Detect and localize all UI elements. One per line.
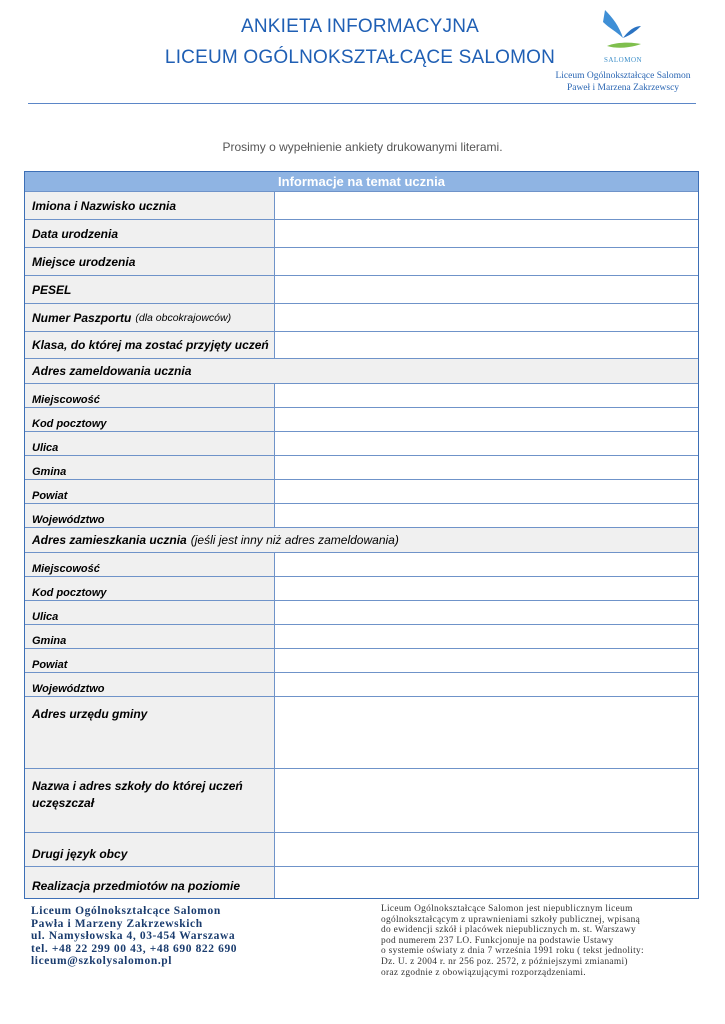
legal-line: Dz. U. z 2004 r. nr 256 poz. 2572, z późniejszymi zmianami)	[381, 956, 628, 967]
passport-input[interactable]	[275, 304, 698, 331]
field-label: Kod pocztowy	[25, 577, 275, 600]
subject-level-input[interactable]	[275, 867, 698, 898]
form-row	[25, 769, 698, 833]
birth-place-input[interactable]	[275, 248, 698, 275]
field-label: Adres urzędu gminy	[25, 697, 275, 768]
residence-city-input[interactable]	[275, 553, 698, 576]
field-label: Data urodzenia	[25, 220, 275, 247]
footer-email: liceum@szkolysalomon.pl	[31, 955, 173, 967]
commune-office-input[interactable]	[275, 697, 698, 768]
registered-street-input[interactable]	[275, 432, 698, 455]
registered-postcode-input[interactable]	[275, 408, 698, 431]
residence-address-section	[25, 528, 698, 553]
school-logo	[548, 8, 698, 94]
legal-line: do ewidencji szkół i placówek niepublicznych m. st. Warszawy	[381, 925, 637, 936]
field-label: Miejsce urodzenia	[25, 248, 275, 275]
legal-line: ogólnokształcącym z uprawnieniami szkoły publicznej, wpisaną	[381, 914, 641, 925]
form-row	[25, 248, 698, 276]
field-label: Imiona i Nazwisko ucznia	[25, 192, 275, 219]
form-row	[25, 553, 698, 577]
section-title: Adres zamieszkania ucznia	[32, 533, 187, 547]
field-label: Powiat	[25, 480, 275, 503]
section-note: (jeśli jest inny niż adres zameldowania)	[190, 533, 399, 547]
passport-label	[25, 304, 275, 331]
field-label: Ulica	[25, 601, 275, 624]
form-row	[25, 577, 698, 601]
legal-line: o systemie oświaty z dnia 7 września 1991 roku ( tekst jednolity:	[381, 946, 644, 957]
form-row	[25, 601, 698, 625]
form-row	[25, 432, 698, 456]
legal-line: Liceum Ogólnokształcące Salomon jest niepublicznym liceum	[381, 904, 633, 914]
footer-school-name: Liceum Ogólnokształcące Salomon	[31, 905, 221, 917]
form-row	[25, 220, 698, 248]
form-row	[25, 192, 698, 220]
student-info-form	[24, 171, 699, 899]
field-label: Miejscowość	[25, 553, 275, 576]
header-divider	[28, 103, 696, 104]
footer-phone: tel. +48 22 299 00 43, +48 690 822 690	[31, 942, 238, 955]
form-row	[25, 408, 698, 432]
second-language-input[interactable]	[275, 833, 698, 866]
form-row	[25, 625, 698, 649]
field-label: Nazwa i adres szkoły do której uczeń uczęszczał	[25, 769, 275, 832]
intro-text: Prosimy o wypełnienie ankiety drukowanymi literami.	[222, 140, 503, 154]
previous-school-input[interactable]	[275, 769, 698, 832]
residence-voivodeship-input[interactable]	[275, 673, 698, 696]
field-label: Gmina	[25, 625, 275, 648]
passport-note: (dla obcokrajowców)	[135, 311, 232, 324]
registered-county-input[interactable]	[275, 480, 698, 503]
form-row	[25, 304, 698, 332]
field-label: Powiat	[25, 649, 275, 672]
field-label: Realizacja przedmiotów na poziomie	[25, 867, 275, 898]
residence-county-input[interactable]	[275, 649, 698, 672]
field-label: Gmina	[25, 456, 275, 479]
registered-voivodeship-input[interactable]	[275, 504, 698, 527]
registered-commune-input[interactable]	[275, 456, 698, 479]
logo-school-name: Liceum Ogólnokształcące Salomon	[555, 71, 691, 81]
registered-city-input[interactable]	[275, 384, 698, 407]
section-title: Adres zameldowania ucznia	[32, 364, 192, 378]
form-row	[25, 504, 698, 528]
field-label: Ulica	[25, 432, 275, 455]
field-label: PESEL	[25, 276, 275, 303]
form-header-label: Informacje na temat ucznia	[278, 174, 445, 189]
legal-line: pod numerem 237 LO. Funkcjonuje na podstawie Ustawy	[381, 935, 614, 946]
residence-street-input[interactable]	[275, 601, 698, 624]
legal-line: oraz zgodnie z obowiązującymi rozporządzeniami.	[381, 967, 586, 978]
residence-postcode-input[interactable]	[275, 577, 698, 600]
field-label: Drugi język obcy	[25, 833, 275, 866]
form-title: ANKIETA INFORMACYJNA	[240, 16, 479, 37]
form-row	[25, 833, 698, 867]
form-row	[25, 276, 698, 304]
logo-brand: SALOMON	[603, 56, 643, 64]
field-label: Województwo	[25, 504, 275, 527]
form-row	[25, 332, 698, 359]
full-name-input[interactable]	[275, 192, 698, 219]
form-header	[25, 172, 698, 192]
form-row	[25, 867, 698, 898]
footer-owners: Pawła i Marzeny Zakrzewskich	[31, 917, 203, 930]
form-row	[25, 384, 698, 408]
birth-date-input[interactable]	[275, 220, 698, 247]
footer-legal-note	[381, 904, 716, 978]
field-label: Miejscowość	[25, 384, 275, 407]
school-name-title: LICEUM OGÓLNOKSZTAŁCĄCE SALOMON	[164, 47, 556, 68]
registered-address-section	[25, 359, 698, 384]
form-row	[25, 697, 698, 769]
footer-address: ul. Namysłowska 4, 03-454 Warszawa	[31, 930, 236, 942]
form-row	[25, 673, 698, 697]
form-row	[25, 480, 698, 504]
class-input[interactable]	[275, 332, 698, 358]
pesel-input[interactable]	[275, 276, 698, 303]
residence-commune-input[interactable]	[275, 625, 698, 648]
form-row	[25, 456, 698, 480]
footer-contact	[31, 905, 237, 968]
field-label: Województwo	[25, 673, 275, 696]
bird-logo-icon	[593, 8, 653, 58]
field-label: Numer Paszportu	[32, 310, 132, 325]
field-label: Klasa, do której ma zostać przyjęty uczeń	[25, 332, 275, 358]
logo-owners: Paweł i Marzena Zakrzewscy	[566, 83, 680, 93]
form-row	[25, 649, 698, 673]
field-label: Kod pocztowy	[25, 408, 275, 431]
